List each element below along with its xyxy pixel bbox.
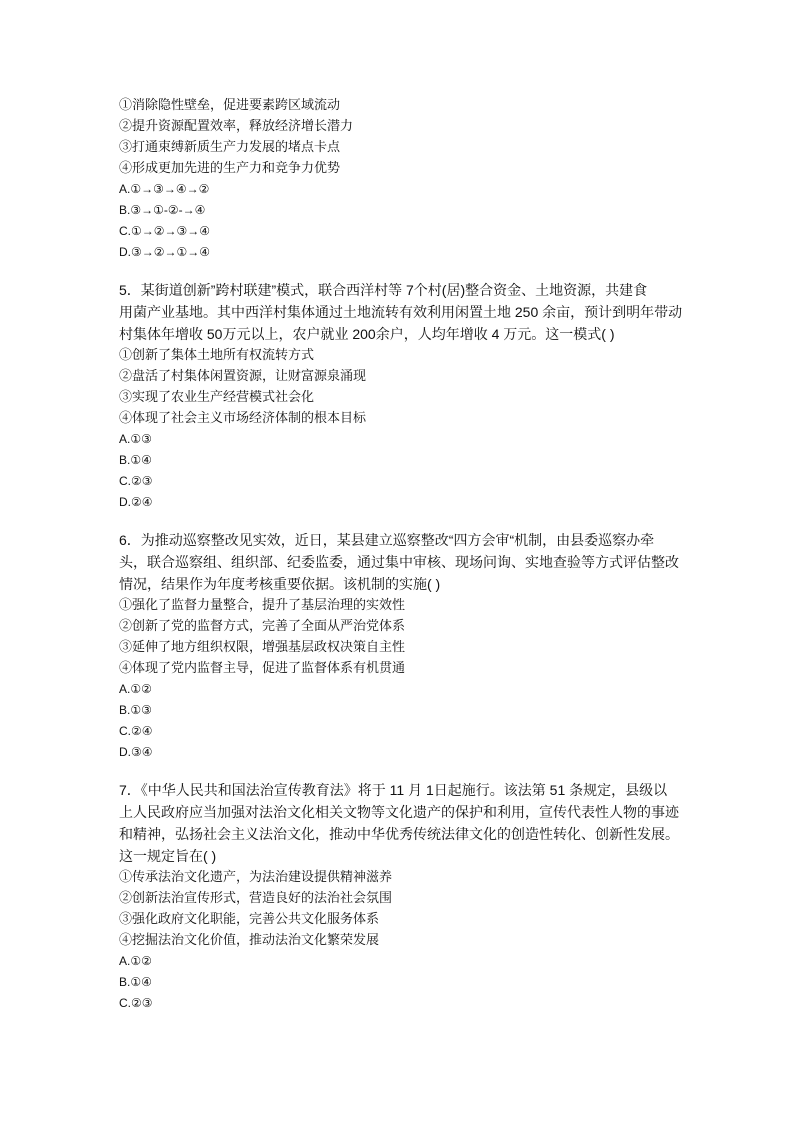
option-d: D.②④ xyxy=(119,495,153,509)
statement: ①创新了集体土地所有权流转方式 xyxy=(119,348,315,363)
option-b: B.①④ xyxy=(119,453,152,467)
question-stem: 5．某街道创新”跨村联建”模式，联合西洋村等 7个村(居)整合资金、土地资源，共建食 xyxy=(119,282,648,298)
statement: ③强化政府文化职能，完善公共文化服务体系 xyxy=(119,912,380,927)
statement: ②提升资源配置效率，释放经济增长潜力 xyxy=(119,119,354,134)
option-d: D.③→②→①→④ xyxy=(119,245,211,259)
question-4-continuation xyxy=(119,95,689,263)
question-stem: 和精神，弘扬社会主义法治文化，推动中华优秀传统法律文化的创造性转化、创新性发展。 xyxy=(119,826,679,842)
option-b: B.③→①-②-→④ xyxy=(119,203,206,217)
question-7 xyxy=(119,779,689,1014)
question-6 xyxy=(119,529,689,763)
statement: ②创新法治宣传形式，营造良好的法治社会氛围 xyxy=(119,891,393,906)
option-d: D.③④ xyxy=(119,745,153,759)
question-stem: 上人民政府应当加强对法治文化相关文物等文化遗产的保护和利用，宣传代表性人物的事迹 xyxy=(119,804,679,820)
question-stem: 用菌产业基地。其中西洋村集体通过土地流转有效利用闲置土地 250 余亩，预计到明年带动 xyxy=(119,304,683,320)
option-c: C.①→②→③→④ xyxy=(119,224,211,238)
statement: ①传承法治文化遗产，为法治建设提供精神滋养 xyxy=(119,870,393,885)
question-stem: 村集体年增收 50万元以上，农户就业 200余户，人均年增收 4 万元。这一模式( ) xyxy=(119,326,615,342)
question-stem: 这一规定旨在( ) xyxy=(119,848,217,864)
statement: ④挖掘法治文化价值，推动法治文化繁荣发展 xyxy=(119,933,380,948)
statement: ①消除隐性壁垒，促进要素跨区域流动 xyxy=(119,98,341,113)
statement: ②盘活了村集体闲置资源，让财富源泉涌现 xyxy=(119,369,367,384)
spacer xyxy=(119,263,689,279)
option-c: C.②③ xyxy=(119,996,153,1010)
option-c: C.②③ xyxy=(119,474,153,488)
spacer xyxy=(119,763,689,779)
option-a: A.①② xyxy=(119,682,152,696)
statement: ①强化了监督力量整合，提升了基层治理的实效性 xyxy=(119,598,406,613)
option-c: C.②④ xyxy=(119,724,153,738)
statement: ④体现了党内监督主导，促进了监督体系有机贯通 xyxy=(119,661,406,676)
statement: ②创新了党的监督方式，完善了全面从严治党体系 xyxy=(119,619,406,634)
question-stem: 7．《中华人民共和国法治宣传教育法》将于 11 月 1日起施行。该法第 51 条规定，县级以 xyxy=(119,782,668,798)
spacer xyxy=(119,513,689,529)
option-a: A.①→③→④→② xyxy=(119,182,210,196)
question-stem: 头，联合巡察组、组织部、纪委监委，通过集中审核、现场问询、实地查验等方式评估整改 xyxy=(119,554,679,570)
statement: ④体现了社会主义市场经济体制的根本目标 xyxy=(119,411,367,426)
option-a: A.①② xyxy=(119,954,152,968)
statement: ③打通束缚新质生产力发展的堵点卡点 xyxy=(119,140,341,155)
option-b: B.①③ xyxy=(119,703,152,717)
question-stem: 6．为推动巡察整改见实效，近日，某县建立巡察整改“四方会审“机制，由县委巡察办牵 xyxy=(119,532,655,548)
statement: ③延伸了地方组织权限，增强基层政权决策自主性 xyxy=(119,640,406,655)
question-5 xyxy=(119,279,689,513)
statement: ④形成更加先进的生产力和竞争力优势 xyxy=(119,161,341,176)
question-stem: 情况，结果作为年度考核重要依据。该机制的实施( ) xyxy=(119,576,441,592)
option-b: B.①④ xyxy=(119,975,152,989)
statement: ③实现了农业生产经营模式社会化 xyxy=(119,390,315,405)
option-a: A.①③ xyxy=(119,432,152,446)
exam-page xyxy=(119,95,689,1014)
